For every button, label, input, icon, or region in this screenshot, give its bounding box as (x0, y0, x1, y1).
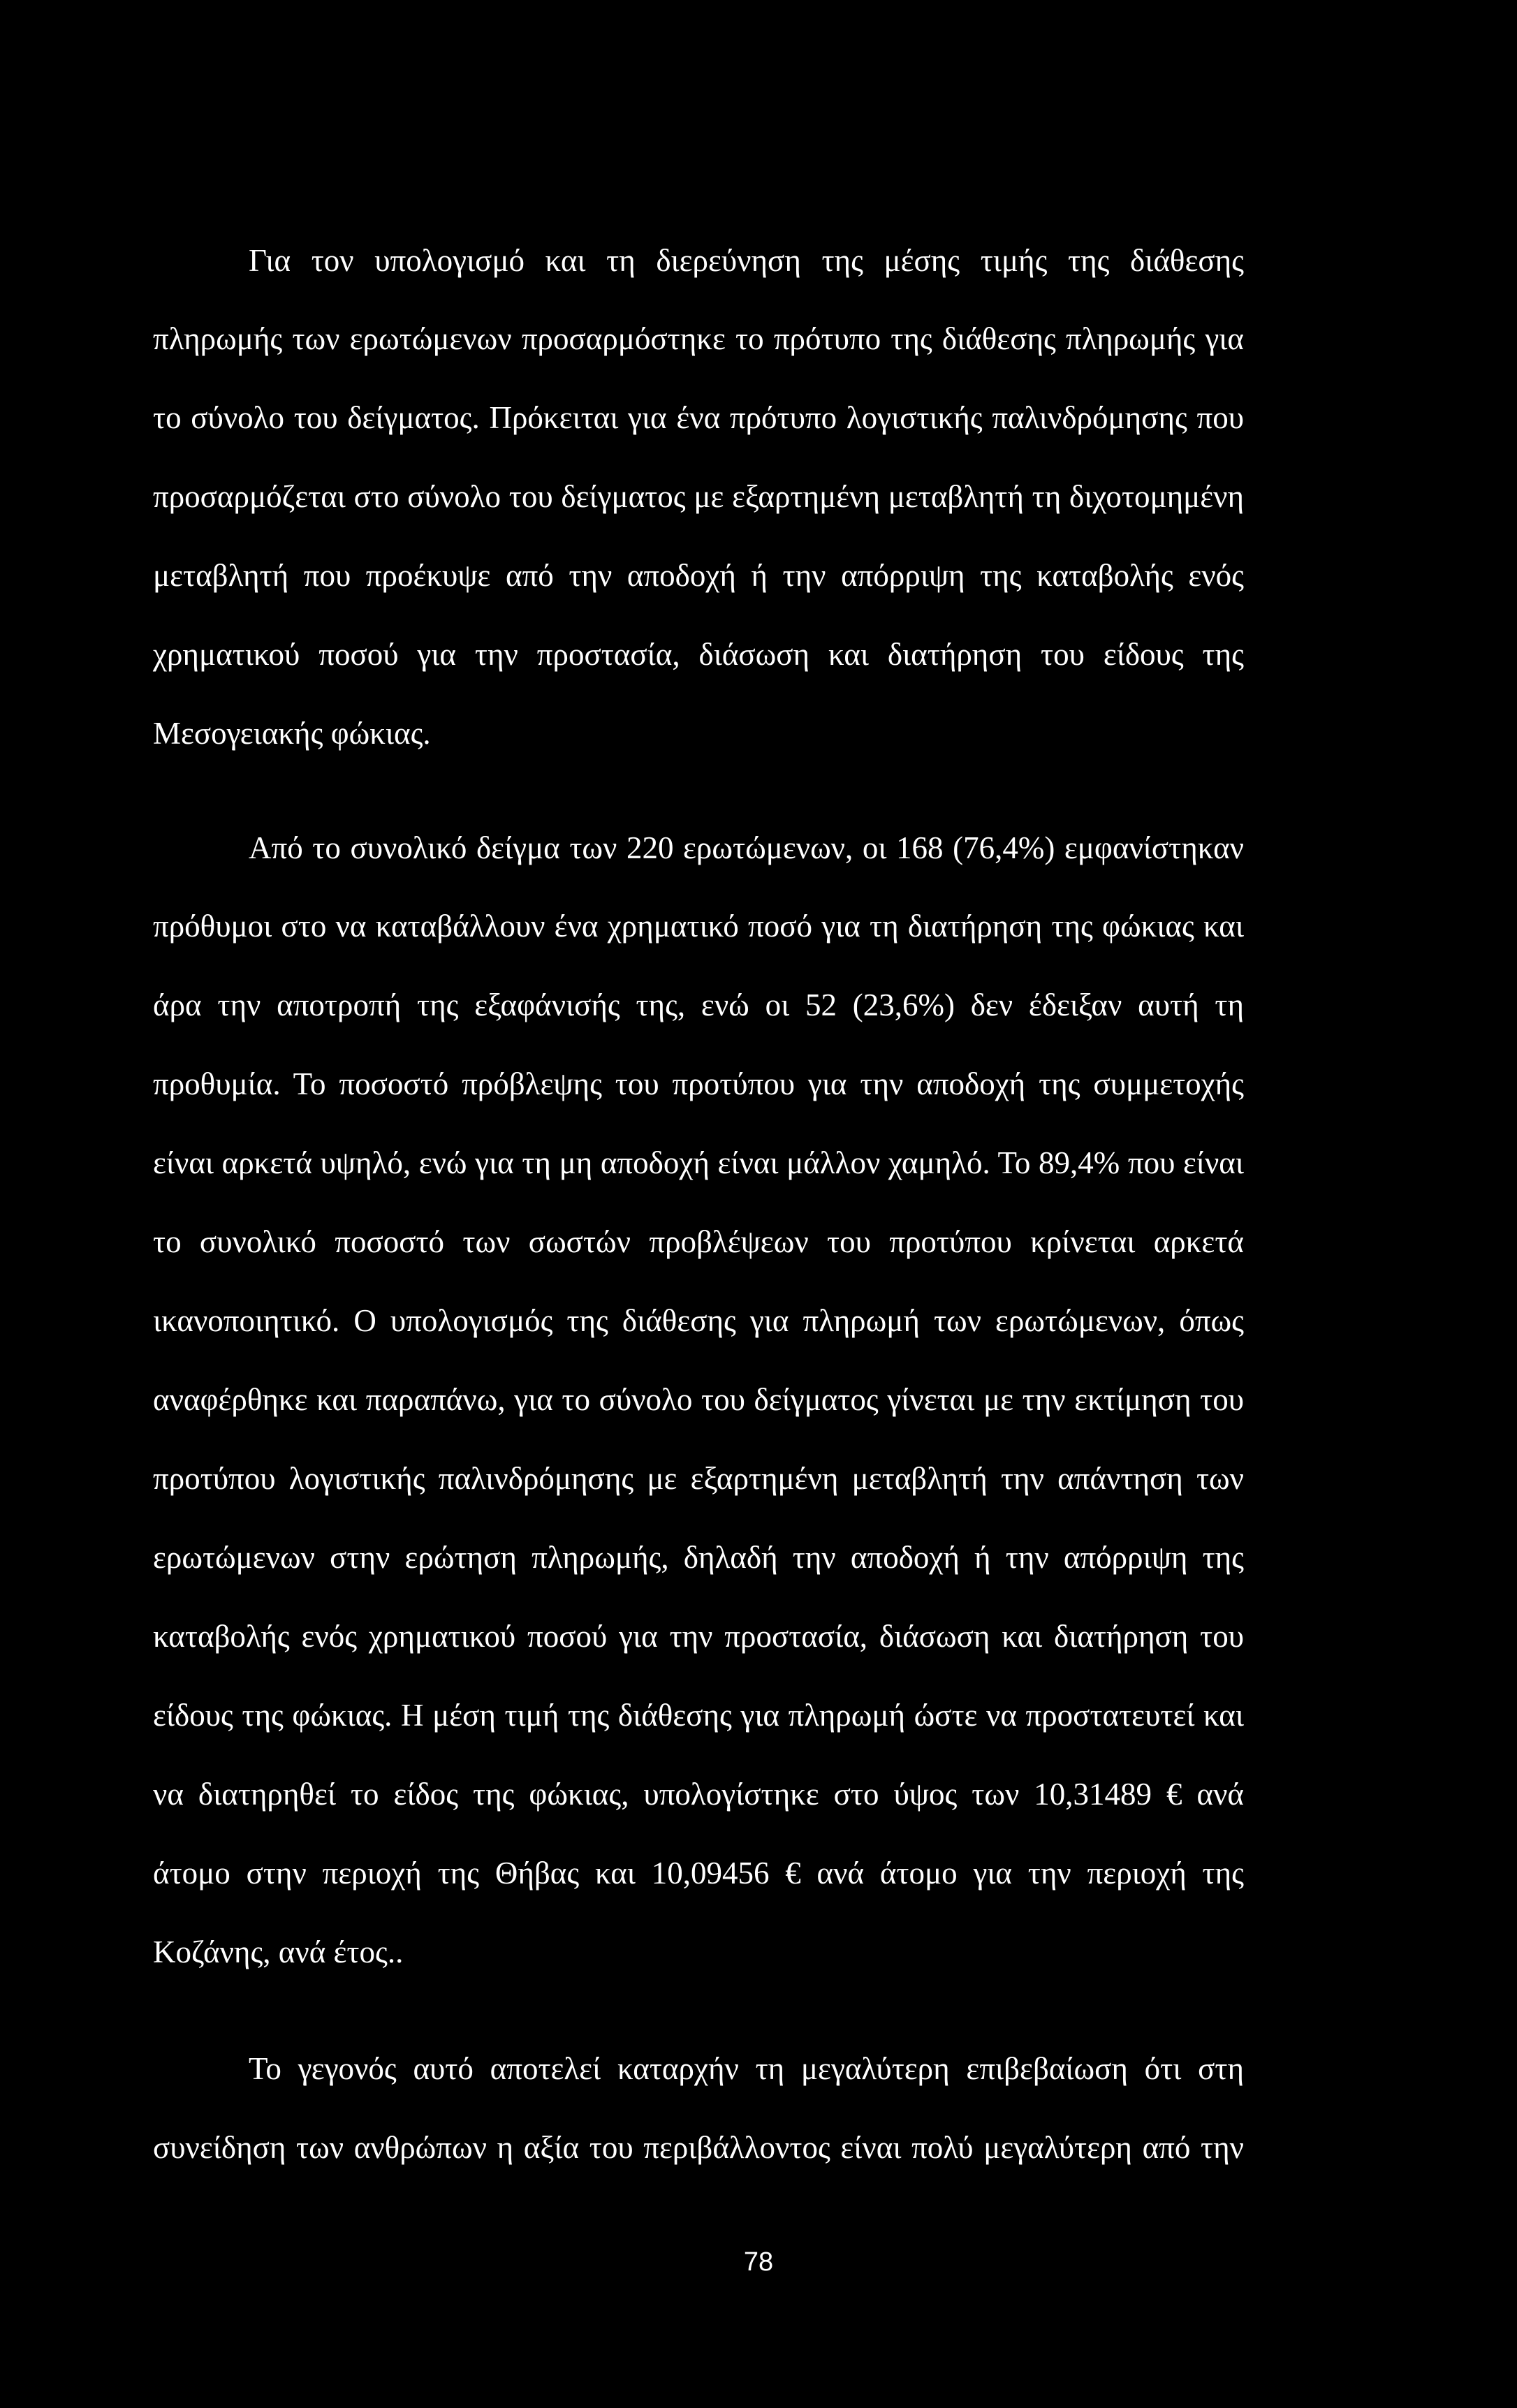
text-line: προθυμία. Το ποσοστό πρόβλεψης του προτύπου για την αποδοχή της συμμετοχής (153, 1066, 1244, 1101)
text-line: Από το συνολικό δείγμα των 220 ερωτώμενων, οι 168 (76,4%) εμφανίστηκαν (249, 830, 1244, 865)
text-line: ικανοποιητικό. Ο υπολογισμός της διάθεσης για πληρωμή των ερωτώμενων, όπως (153, 1303, 1244, 1338)
text-line: να διατηρηθεί το είδος της φώκιας, υπολογίστηκε στο ύψος των 10,31489 € ανά (153, 1777, 1244, 1812)
text-line: είναι αρκετά υψηλό, ενώ για τη μη αποδοχή είναι μάλλον χαμηλό. Το 89,4% που είναι (153, 1145, 1244, 1180)
text-line: Κοζάνης, ανά έτος.. (153, 1935, 404, 1969)
text-line: άρα την αποτροπή της εξαφάνισής της, ενώ οι 52 (23,6%) δεν έδειξαν αυτή τη (153, 988, 1244, 1022)
text-line: άτομο στην περιοχή της Θήβας και 10,09456 € ανά άτομο για την περιοχή της (153, 1856, 1244, 1891)
text-line: Για τον υπολογισμό και τη διερεύνηση της μέσης τιμής της διάθεσης (249, 243, 1244, 278)
text-line: ερωτώμενων στην ερώτηση πληρωμής, δηλαδή την αποδοχή ή την απόρριψη της (153, 1540, 1244, 1575)
page-number: 78 (743, 2247, 774, 2277)
text-line: μεταβλητή που προέκυψε από την αποδοχή ή την απόρριψη της καταβολής ενός (153, 558, 1244, 593)
text-line: είδους της φώκιας. Η μέση τιμή της διάθεσης για πληρωμή ώστε να προστατευτεί και (153, 1698, 1244, 1733)
text-line: πρόθυμοι στο να καταβάλλουν ένα χρηματικό ποσό για τη διατήρηση της φώκιας και (153, 909, 1244, 944)
text-line: προσαρμόζεται στο σύνολο του δείγματος με εξαρτημένη μεταβλητή τη διχοτομημένη (153, 479, 1244, 514)
text-line: αναφέρθηκε και παραπάνω, για το σύνολο του δείγματος γίνεται με την εκτίμηση του (153, 1382, 1244, 1417)
text-line: προτύπου λογιστικής παλινδρόμησης με εξαρτημένη μεταβλητή την απάντηση των (153, 1461, 1244, 1496)
text-line: το σύνολο του δείγματος. Πρόκειται για ένα πρότυπο λογιστικής παλινδρόμησης που (153, 400, 1244, 435)
text-line: Μεσογειακής φώκιας. (153, 716, 431, 751)
text-line: συνείδηση των ανθρώπων η αξία του περιβάλλοντος είναι πολύ μεγαλύτερη από την (153, 2130, 1244, 2165)
text-line: πληρωμής των ερωτώμενων προσαρμόστηκε το πρότυπο της διάθεσης πληρωμής για (153, 321, 1244, 356)
text-line: το συνολικό ποσοστό των σωστών προβλέψεων του προτύπου κρίνεται αρκετά (153, 1224, 1244, 1259)
text-line: Το γεγονός αυτό αποτελεί καταρχήν τη μεγαλύτερη επιβεβαίωση ότι στη (249, 2051, 1244, 2086)
text-line: καταβολής ενός χρηματικού ποσού για την προστασία, διάσωση και διατήρηση του (153, 1619, 1244, 1654)
text-line: χρηματικού ποσού για την προστασία, διάσωση και διατήρηση του είδους της (153, 637, 1244, 672)
